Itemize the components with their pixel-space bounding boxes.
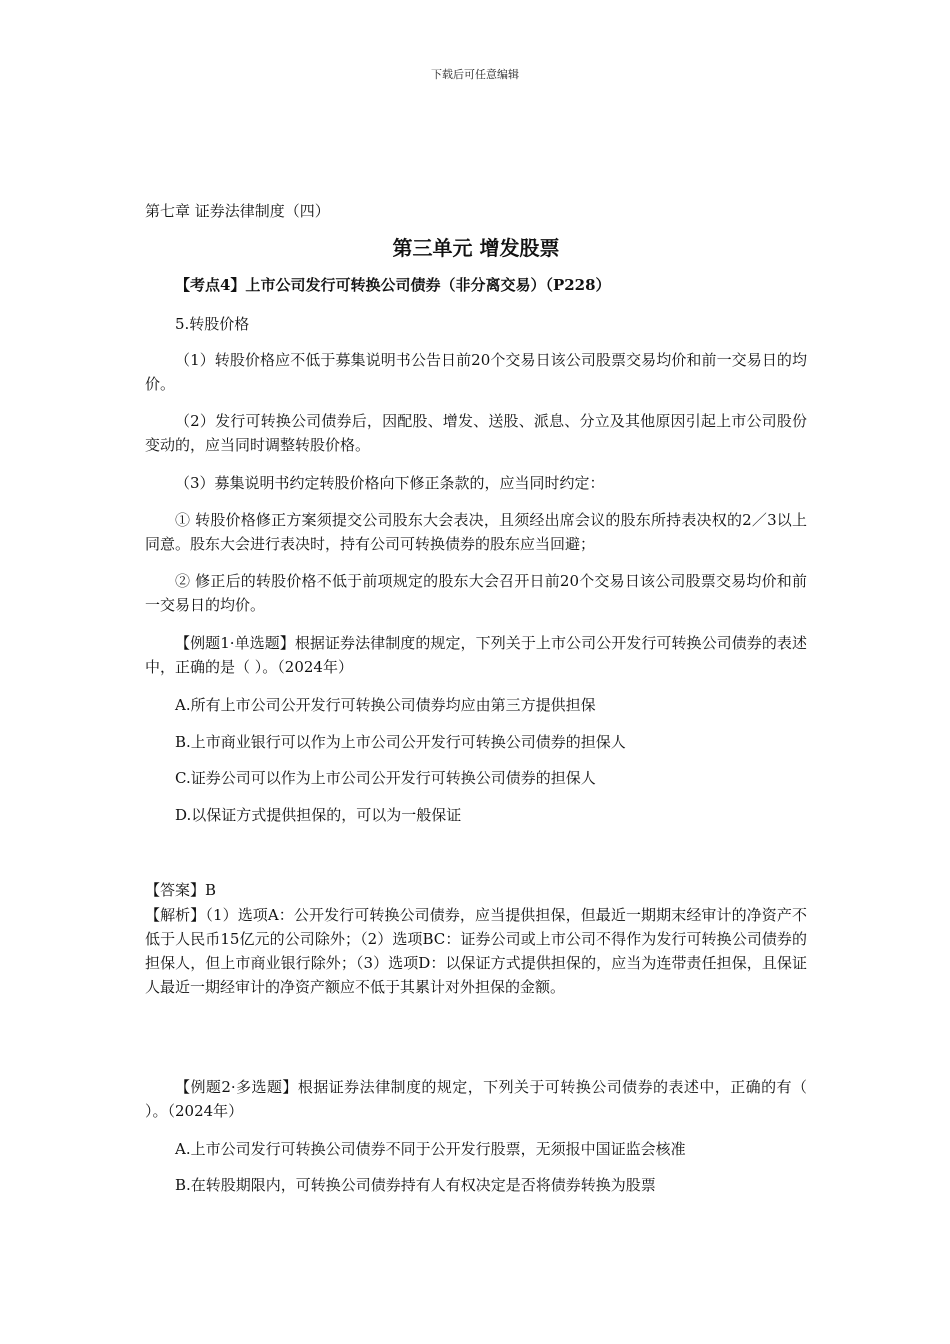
header-note: 下载后可任意编辑 — [431, 68, 519, 81]
question-1-option-a: A.所有上市公司公开发行可转换公司债券均应由第三方提供担保 — [175, 696, 596, 714]
question-1-option-b: B.上市商业银行可以作为上市公司公开发行可转换公司债券的担保人 — [175, 733, 626, 751]
question-2-text: 根据证券法律制度的规定，下列关于可转换公司债券的表述中，正确的有（ ）。（2024年） — [145, 1078, 808, 1120]
paragraph-4: ① 转股价格修正方案须提交公司股东大会表决，且须经出席会议的股东所持表决权的2／3以上同意。股东大会进行表决时，持有公司可转换债券的股东应当回避； — [145, 511, 807, 553]
question-1-option-d: D.以保证方式提供担保的，可以为一般保证 — [175, 806, 462, 824]
paragraph-1: （1）转股价格应不低于募集说明书公告日前20个交易日该公司股票交易均价和前一交易日的均价。 — [145, 351, 807, 393]
question-2-option-b: B.在转股期限内，可转换公司债券持有人有权决定是否将债券转换为股票 — [175, 1176, 656, 1194]
question-2-stem — [145, 1075, 807, 1123]
question-2-option-a: A.上市公司发行可转换公司债券不同于公开发行股票，无须报中国证监会核准 — [175, 1140, 686, 1158]
question-1-answer: 【答案】B — [145, 881, 217, 899]
section-heading: 5.转股价格 — [175, 315, 250, 333]
paragraph-3: （3）募集说明书约定转股价格向下修正条款的，应当同时约定： — [175, 474, 605, 492]
question-2-tag: 【例题2·多选题】 — [175, 1078, 298, 1096]
paragraph-2: （2）发行可转换公司债券后，因配股、增发、送股、派息、分立及其他原因引起上市公司股份变动的，应当同时调整转股价格。 — [145, 412, 807, 454]
question-1-stem — [145, 631, 807, 679]
paragraph-5: ② 修正后的转股价格不低于前项规定的股东大会召开日前20个交易日该公司股票交易均价和前一交易日的均价。 — [145, 572, 807, 614]
question-1-option-c: C.证券公司可以作为上市公司公开发行可转换公司债券的担保人 — [175, 769, 596, 787]
question-1-tag: 【例题1·单选题】 — [175, 634, 295, 652]
unit-title: 第三单元 增发股票 — [392, 236, 560, 260]
question-1-analysis: 【解析】（1）选项A：公开发行可转换公司债券，应当提供担保，但最近一期期末经审计的净资产不低于人民币15亿元的公司除外；（2）选项BC：证券公司或上市公司不得作为发行可转换公司债券的担保人，但上市商业银行除外；（3）选项D：以保证方式提供担保的，应当为连带责任担保，且保证人最近一期经审计的净资产额应不低于其累计对外担保的金额。 — [145, 906, 807, 996]
question-1-text: 根据证券法律制度的规定，下列关于上市公司公开发行可转换公司债券的表述中，正确的是（ ）。（2024年） — [145, 634, 807, 676]
chapter-title: 第七章 证券法律制度（四） — [145, 202, 330, 220]
exam-point-heading: 【考点4】上市公司发行可转换公司债券（非分离交易）（P228） — [175, 276, 611, 294]
